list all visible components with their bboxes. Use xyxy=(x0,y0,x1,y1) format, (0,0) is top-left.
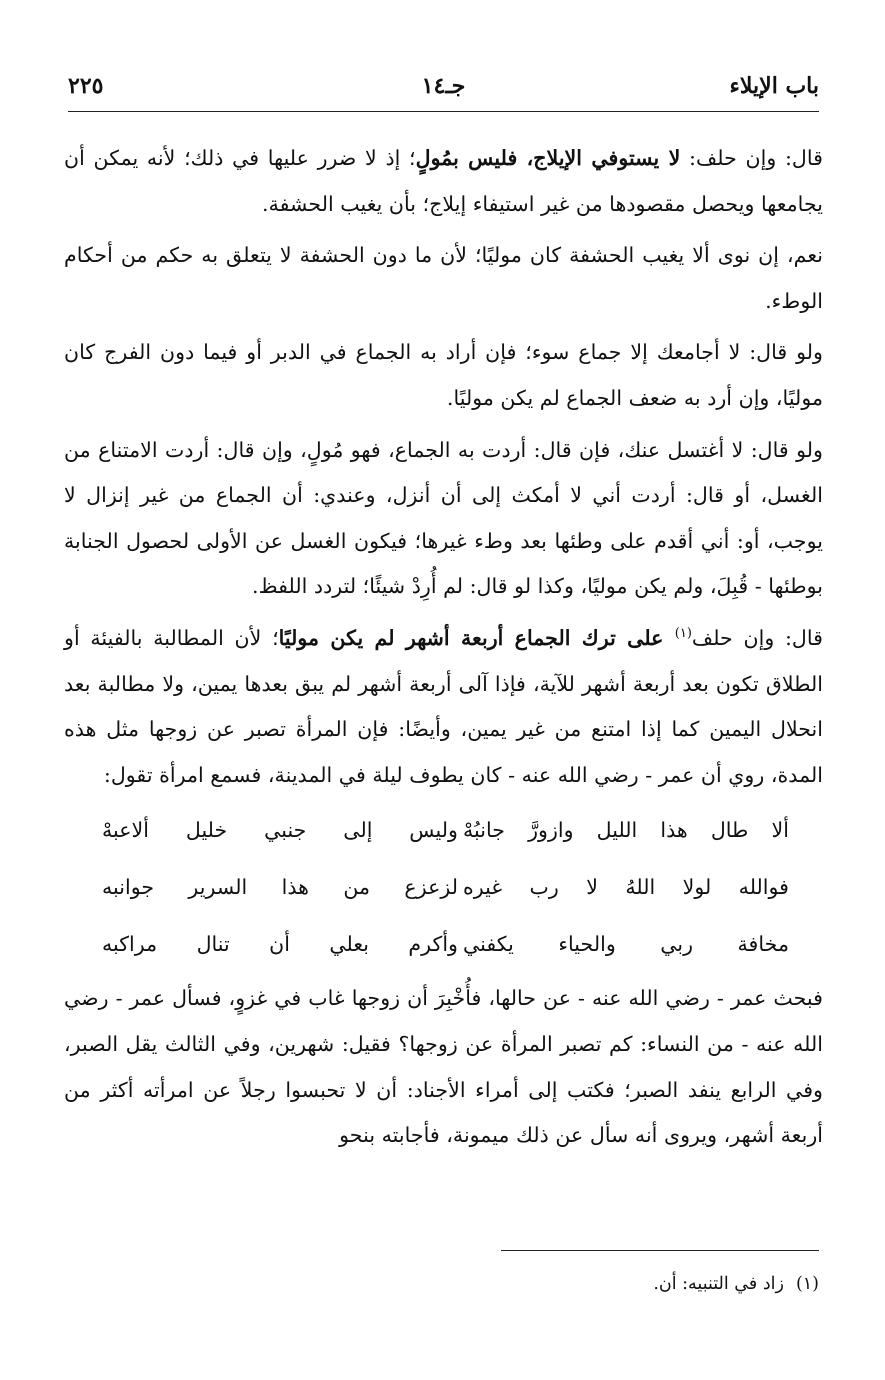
poem-verse xyxy=(64,915,823,972)
footnote-text: زاد في التنبيه: أن. xyxy=(653,1274,784,1294)
paragraph xyxy=(64,330,823,421)
paragraph-lead: ولو قال: لا أجامعك إلا جماع سوء؛ فإن أراد به الجماع في الدبر أو فيما دون الفرج كان موليًا، وإن أرد به ضعف الجماع لم يكن موليًا. xyxy=(64,340,823,410)
header-divider xyxy=(68,111,819,112)
paragraph-rest: ؛ لأن المطالبة بالفيئة أو الطلاق تكون بعد أربعة أشهر للآية، فإذا آلى أربعة أشهر لم يبق بعدها يمين، ولا مطالبة بعد انحلال اليمين كما إذا امتنع من غير يمين، وأيضًا: فإن المرأة تصبر عن زوجها مثل هذه المدة، روي أن عمر - رضي الله عنه - كان يطوف ليلة في المدينة، فسمع امرأة تقول: xyxy=(64,625,823,787)
poem xyxy=(64,801,823,972)
poem-verse xyxy=(64,858,823,915)
verse-second-hemistich: لزعزع من هذا السرير جوانبه xyxy=(102,875,458,900)
poem-verse xyxy=(64,801,823,858)
volume-number: جـ١٤ xyxy=(421,73,466,99)
paragraph-after-poem: فبحث عمر - رضي الله عنه - عن حالها، فأُخْبِرَ أن زوجها غاب في غزوٍ، فسأل عمر - رضي الله عنه - من النساء: كم تصبر المرأة عن زوجها؟ فقيل: شهرين، وفي الثالث يقل الصبر، وفي الرابع ينفد الصبر؛ فكتب إلى أمراء الأجناد: أن لا تحبسوا رجلاً عن امرأته أكثر من أربعة أشهر، ويروى أنه سأل عن ذلك ميمونة، فأجابته بنحو xyxy=(64,986,823,1148)
verse-first-hemistich: فوالله لولا اللهُ لا رب غيره xyxy=(463,875,789,900)
running-header xyxy=(68,68,819,104)
verse-first-hemistich: مخافة ربي والحياء يكفني xyxy=(463,932,789,957)
footnote-divider xyxy=(501,1250,819,1251)
verse-second-hemistich: وليس إلى جنبي خليل ألاعبهْ xyxy=(102,818,458,843)
paragraph-bold: على ترك الجماع أربعة أشهر لم يكن موليًا xyxy=(278,625,675,650)
paragraph xyxy=(64,233,823,324)
paragraph xyxy=(64,136,823,227)
paragraph xyxy=(64,428,823,610)
paragraph-bold: لا يستوفي الإيلاج، فليس بمُولٍ xyxy=(415,146,681,170)
paragraph-rest: ؛ إذ لا ضرر عليها في ذلك؛ لأنه يمكن أن يجامعها ويحصل مقصودها من غير استيفاء إيلاج؛ بأن يغيب الحشفة. xyxy=(64,146,823,216)
paragraph-lead: ولو قال: لا أغتسل عنك، فإن قال: أردت به الجماع، فهو مُولٍ، وإن قال: أردت الامتناع من الغسل، أو قال: أردت أني لا أمكث إلى أن أنزل، وعندي: أن الجماع من غير إنزال لا يوجب، أو: أني أقدم على وطئها بعد وطء غيرها؛ فيكون الغسل عن الأولى لحصول الجنابة بوطئها - قُبِلَ، ولم يكن موليًا، وكذا لو قال: لم أُرِدْ شيئًا؛ لتردد اللفظ. xyxy=(64,437,823,599)
verse-first-hemistich: ألا طال هذا الليل وازورَّ جانبُهْ xyxy=(463,818,789,843)
footnote-number: (١) xyxy=(795,1274,819,1294)
footnote xyxy=(66,1270,819,1298)
chapter-title: باب الإيلاء xyxy=(729,73,819,99)
paragraph-lead: قال: وإن حلف xyxy=(691,625,823,650)
footnote-marker[interactable]: (١) xyxy=(674,626,692,642)
page-number: ٢٢٥ xyxy=(68,73,104,99)
paragraph-lead: نعم، إن نوى ألا يغيب الحشفة كان موليًا؛ لأن ما دون الحشفة لا يتعلق به حكم من أحكام الوطء. xyxy=(64,243,823,313)
verse-second-hemistich: وأكرم بعلي أن تنال مراكبه xyxy=(102,932,458,957)
paragraph-lead: قال: وإن حلف: xyxy=(680,146,824,170)
main-text xyxy=(64,136,823,1165)
paragraph xyxy=(64,976,823,1158)
paragraph xyxy=(64,616,823,798)
